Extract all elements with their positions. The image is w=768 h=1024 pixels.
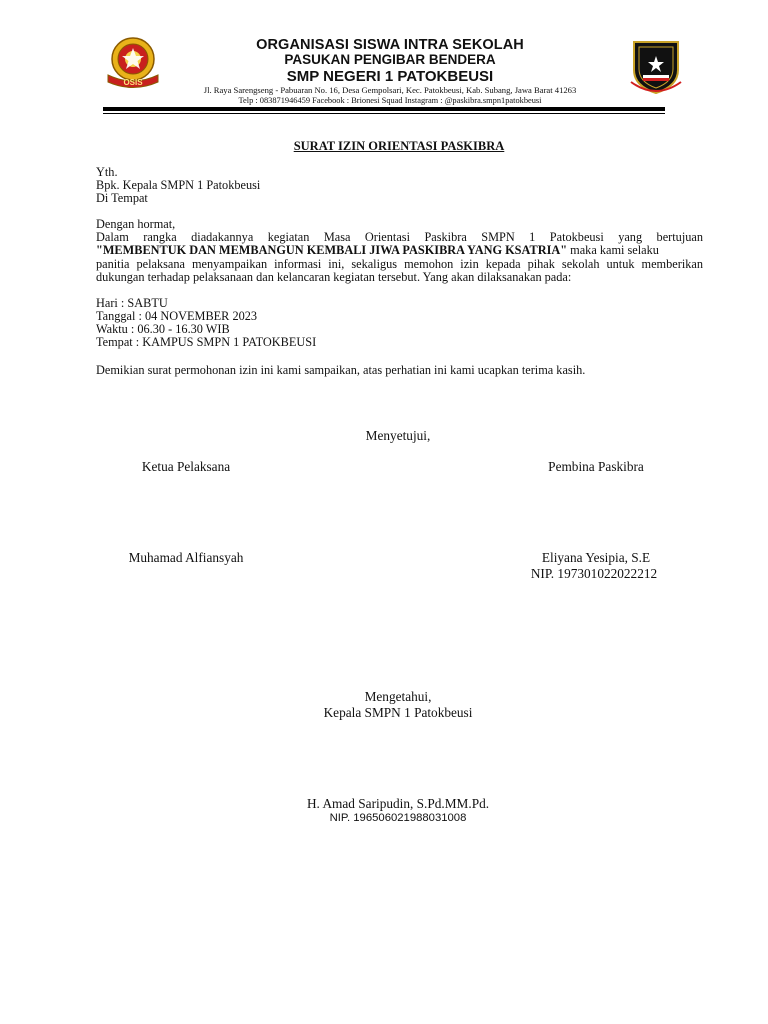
right-signer-role: Pembina Paskibra xyxy=(548,459,644,474)
recipient-line: Di Tempat xyxy=(96,191,148,205)
detail-time: Waktu : 06.30 - 16.30 WIB xyxy=(96,322,230,336)
org-name-line2: PASUKAN PENGIBAR BENDERA xyxy=(284,52,496,67)
osis-logo-icon xyxy=(104,35,162,90)
left-signer-name: Muhamad Alfiansyah xyxy=(128,550,244,565)
paragraph-line: Dalam rangka diadakannya kegiatan Masa Orientasi Paskibra SMPN 1 Patokbeusi yang bertujuan xyxy=(96,230,703,244)
right-signer-name: Eliyana Yesipia, S.E xyxy=(541,550,651,565)
school-address: Jl. Raya Sarengseng - Pabuaran No. 16, Desa Gempolsari, Kec. Patokbeusi, Kab. Subang, Jawa Barat 41263 xyxy=(203,85,577,95)
principal-nip: NIP. 196506021988031008 xyxy=(329,812,467,824)
left-signer-role: Ketua Pelaksana xyxy=(141,459,231,474)
recipient-line: Yth. xyxy=(96,165,118,179)
approved-label: Menyetujui, xyxy=(365,428,431,443)
paragraph-line: dukungan terhadap pelaksanaan dan kelancaran kegiatan tersebut. Yang akan dilaksanakan pada: xyxy=(96,270,572,284)
school-name: SMP NEGERI 1 PATOKBEUSI xyxy=(286,68,494,85)
paskibra-logo-icon xyxy=(627,38,685,96)
paragraph-text: maka kami selaku xyxy=(567,243,659,257)
principal-name: H. Amad Saripudin, S.Pd.MM.Pd. xyxy=(306,796,490,811)
paragraph-line xyxy=(96,244,659,257)
detail-day: Hari : SABTU xyxy=(96,296,168,310)
principal-role: Kepala SMPN 1 Patokbeusi xyxy=(323,705,473,720)
contact-info: Telp : 083871946459 Facebook : Brionesi Squad Instagram : @paskibra.smpn1patokbeusi xyxy=(238,96,542,105)
closing-sentence: Demikian surat permohonan izin ini kami sampaikan, atas perhatian ini kami ucapkan terima kasih. xyxy=(96,363,586,377)
letter-title: SURAT IZIN ORIENTASI PASKIBRA xyxy=(293,139,505,153)
recipient-line: Bpk. Kepala SMPN 1 Patokbeusi xyxy=(96,178,261,192)
paragraph-line: panitia pelaksana menyampaikan informasi ini, sekaligus memohon izin kepada pihak sekolah untuk memberikan xyxy=(96,257,703,271)
greeting: Dengan hormat, xyxy=(96,217,176,231)
org-name-line1: ORGANISASI SISWA INTRA SEKOLAH xyxy=(256,37,524,53)
detail-date: Tanggal : 04 NOVEMBER 2023 xyxy=(96,309,258,323)
acknowledged-label: Mengetahui, xyxy=(364,689,432,704)
letterhead-divider-thin xyxy=(103,113,665,114)
right-signer-nip: NIP. 197301022022212 xyxy=(530,566,658,581)
objective-bold-text: "MEMBENTUK DAN MEMBANGUN KEMBALI JIWA PASKIBRA YANG KSATRIA" xyxy=(96,243,568,257)
letterhead-divider-thick xyxy=(103,107,665,111)
detail-place: Tempat : KAMPUS SMPN 1 PATOKBEUSI xyxy=(96,335,317,349)
osis-banner-text: OSIS xyxy=(123,78,143,87)
